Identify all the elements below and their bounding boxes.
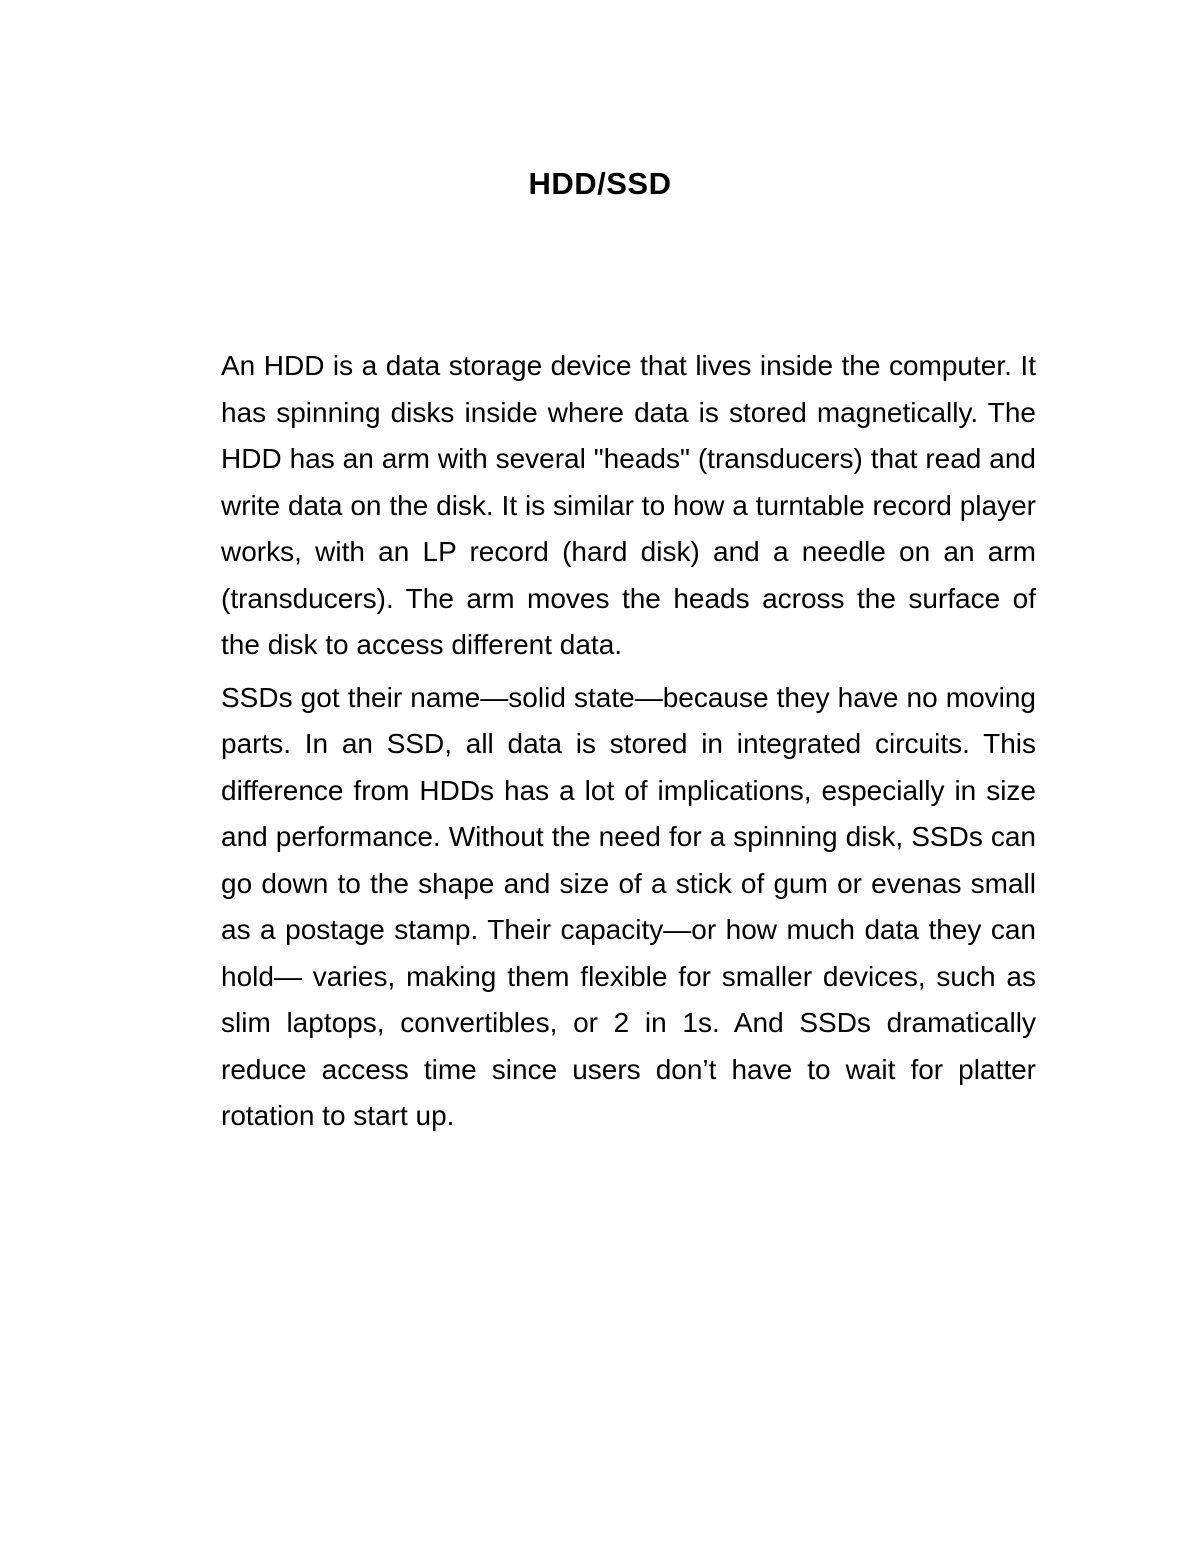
paragraph-ssd: SSDs got their name—solid state—because they have no moving parts. In an SSD, all data is stored in integrated circuits. This difference from HDDs has a lot of implications, especially in size and performance. Without the need for a spinning disk, SSDs can go down to the shape and size of a stick of gum or evenas small as a postage stamp. Their capacity—or how much data they can hold— varies, making them flexible for smaller devices, such as slim laptops, convertibles, or 2 in 1s. And SSDs dramatically reduce access time since users don’t have to wait for platter rotation to start up. bbox=[221, 681, 1036, 1131]
document-title: HDD/SSD bbox=[528, 166, 672, 201]
paragraph-hdd: An HDD is a data storage device that lives inside the computer. It has spinning disks inside where data is stored magnetically. The HDD has an arm with several "heads" (transducers) that read and write data on the disk. It is similar to how a turntable record player works, with an LP record (hard disk) and a needle on an arm (transducers). The arm moves the heads across the surface of the disk to access different data. bbox=[221, 350, 1036, 660]
document-body bbox=[221, 343, 1036, 1146]
